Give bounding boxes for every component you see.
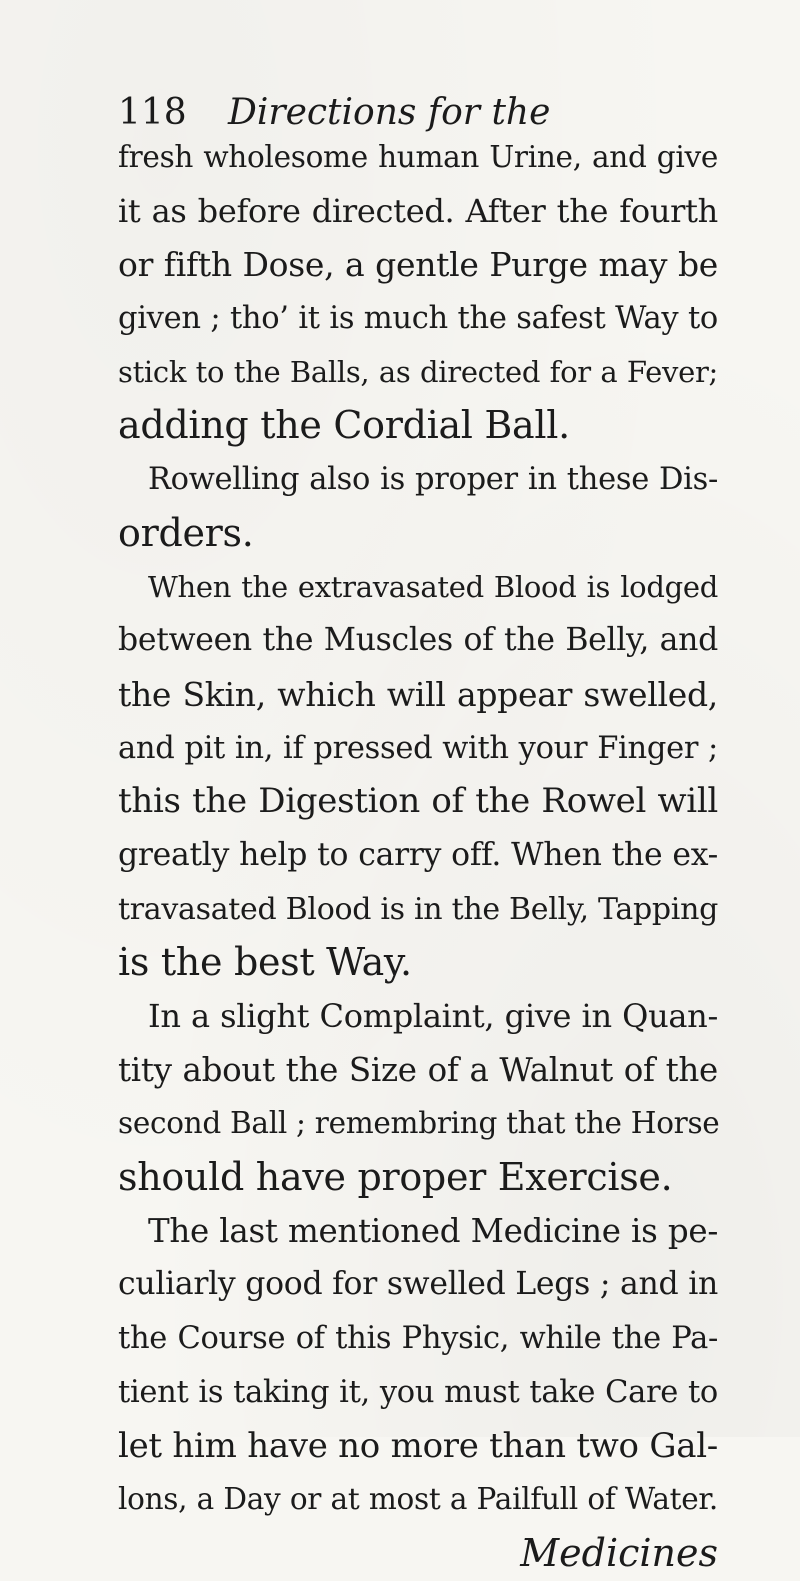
text-line: tient is taking it, you must take Care to xyxy=(118,1374,718,1410)
text-line: or fifth Dose, a gentle Purge may be xyxy=(118,245,718,285)
text-line: lons, a Day or at most a Pailfull of Water. xyxy=(118,1482,718,1517)
text-line: the Skin, which will appear swelled, xyxy=(118,674,718,714)
text-line: is the best Way. xyxy=(118,940,412,985)
text-line: should have proper Exercise. xyxy=(118,1155,673,1200)
text-line: travasated Blood is in the Belly, Tapping xyxy=(118,891,718,927)
text-line: greatly help to carry off. When the ex- xyxy=(118,836,718,873)
text-line: stick to the Balls, as directed for a Fever; xyxy=(118,354,718,389)
text-line: culiarly good for swelled Legs ; and in xyxy=(118,1266,718,1303)
text-line: it as before directed. After the fourth xyxy=(118,191,718,230)
text-line: between the Muscles of the Belly, and xyxy=(118,622,718,659)
text-line: fresh wholesome human Urine, and give xyxy=(118,140,718,174)
text-line: and pit in, if pressed with your Finger ; xyxy=(118,730,718,766)
text-line: The last mentioned Medicine is pe- xyxy=(148,1211,718,1250)
text-line: this the Digestion of the Rowel will xyxy=(118,781,718,822)
text-line: adding the Cordial Ball. xyxy=(118,403,570,448)
text-line: second Ball ; remembring that the Horse xyxy=(118,1106,720,1141)
body-text xyxy=(118,131,720,1575)
text-line: When the extravasated Blood is lodged xyxy=(148,569,718,604)
page-number: 118 xyxy=(118,92,187,133)
text-line: the Course of this Physic, while the Pa- xyxy=(118,1321,718,1357)
text-line: Rowelling also is proper in these Dis- xyxy=(148,462,718,498)
text-line: given ; tho’ it is much the safest Way to xyxy=(118,301,718,337)
text-line: let him have no more than two Gal- xyxy=(118,1425,718,1466)
text-line: In a slight Complaint, give in Quan- xyxy=(148,997,718,1035)
text-line: orders. xyxy=(118,510,254,555)
running-title: Directions for the xyxy=(228,92,551,133)
text-line: tity about the Size of a Walnut of the xyxy=(118,1050,718,1089)
catchword: Medicines xyxy=(520,1531,718,1575)
